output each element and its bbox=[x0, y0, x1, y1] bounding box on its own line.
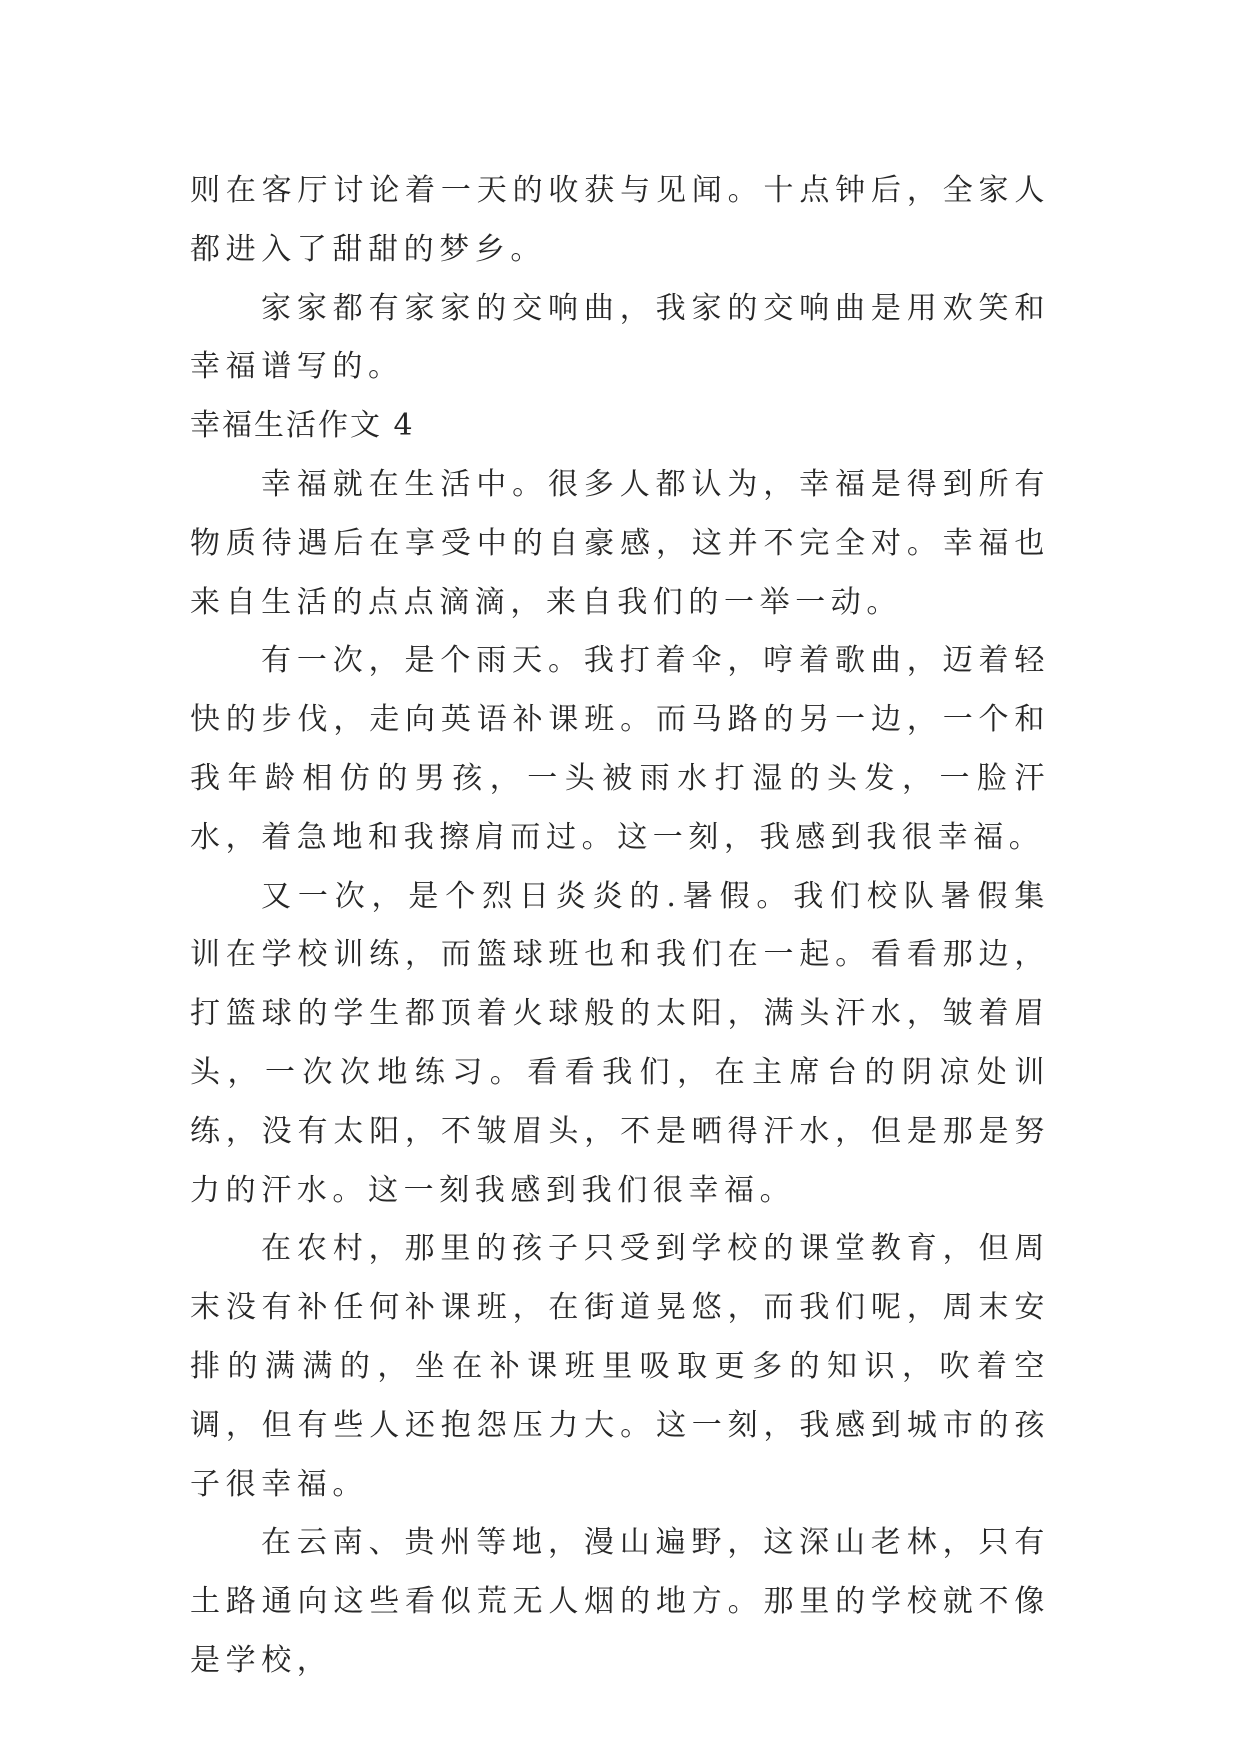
section-heading: 幸福生活作文 4 bbox=[190, 408, 415, 444]
paragraph-countryside-children: 在农村，那里的孩子只受到学校的课堂教育，但周末没有补任何补课班，在街道晃悠，而我们呢，周末安排的满满的，坐在补课班里吸取更多的知识，吹着空调，但有些人还抱怨压力大。这一刻，我感到城市的孩子很幸福。 bbox=[190, 1231, 1050, 1502]
paragraph-family-symphony: 家家都有家家的交响曲，我家的交响曲是用欢笑和幸福谱写的。 bbox=[190, 290, 1050, 385]
paragraph-family-evening: 则在客厅讨论着一天的收获与见闻。十点钟后，全家人都进入了甜甜的梦乡。 bbox=[190, 173, 1050, 267]
paragraph-rainy-day: 有一次，是个雨天。我打着伞，哼着歌曲，迈着轻快的步伐，走向英语补课班。而马路的另一边，一个和我年龄相仿的男孩，一头被雨水打湿的头发，一脸汗水，着急地和我擦肩而过。这一刻，我感到我很幸福。 bbox=[190, 643, 1050, 855]
paragraph-yunnan-guizhou: 在云南、贵州等地，漫山遍野，这深山老林，只有土路通向这些看似荒无人烟的地方。那里的学校就不像是学校， bbox=[190, 1525, 1050, 1678]
document-body bbox=[190, 162, 1050, 1691]
paragraph-happiness-in-life: 幸福就在生活中。很多人都认为，幸福是得到所有物质待遇后在享受中的自豪感，这并不完全对。幸福也来自生活的点点滴滴，来自我们的一举一动。 bbox=[190, 466, 1050, 620]
paragraph-summer-training: 又一次，是个烈日炎炎的.暑假。我们校队暑假集训在学校训练，而篮球班也和我们在一起。看看那边，打篮球的学生都顶着火球般的太阳，满头汗水，皱着眉头，一次次地练习。看看我们，在主席台的阴凉处训练，没有太阳，不皱眉头，不是晒得汗水，但是那是努力的汗水。这一刻我感到我们很幸福。 bbox=[190, 878, 1050, 1208]
